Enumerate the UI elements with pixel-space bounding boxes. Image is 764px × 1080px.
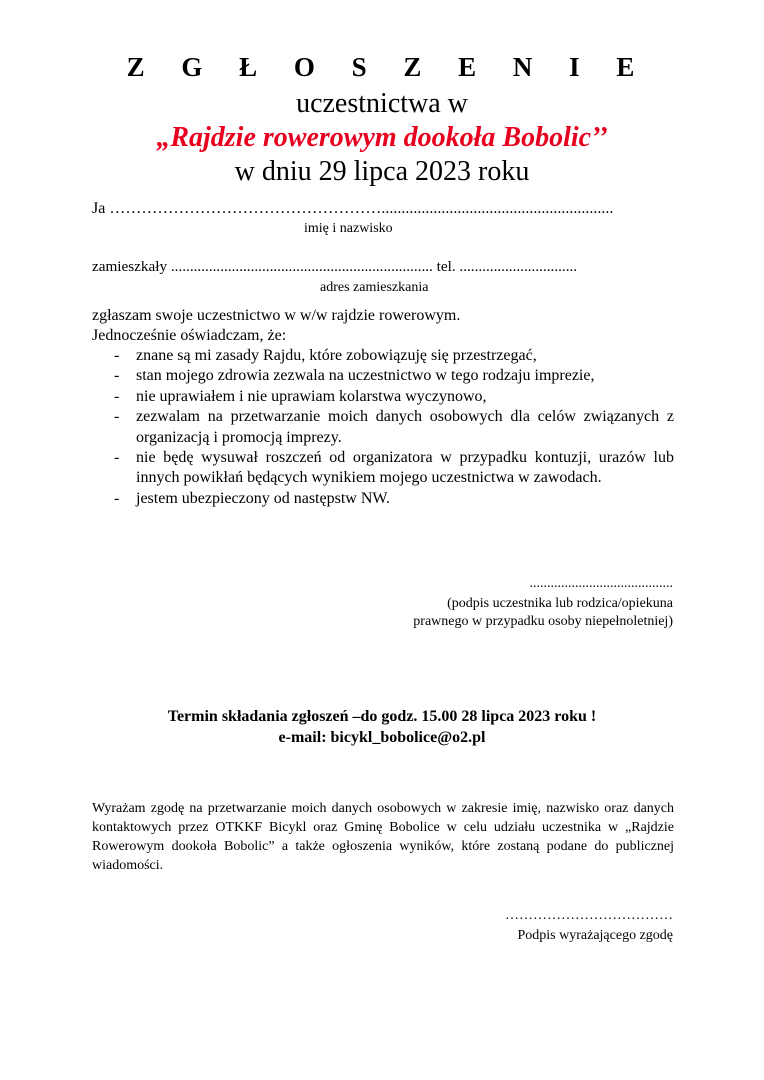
statement-text: zezwalam na przetwarzanie moich danych osobowych dla celów związanych z organizacją i promocją imprezy.	[136, 408, 674, 446]
statement-text: nie będę wysuwał roszczeń od organizatora w przypadku kontuzji, urazów lub innych powikłań będących wynikiem mojego uczestnictwa w zawodach.	[136, 449, 674, 487]
consent-signature-caption: Podpis wyrażającego zgodę	[517, 928, 673, 943]
event-name: „Rajdzie rowerowym dookoła Bobolic’’	[156, 122, 608, 153]
bullet-dash: -	[114, 408, 120, 426]
consent-paragraph: Wyrażam zgodę na przetwarzanie moich danych osobowych w zakresie imię, nazwisko oraz danych kontaktowych przez OTKKF Bicykl oraz Gminę Bobolice w celu udziału uczestnika w „Rajdzie Rowerowym dookoła Bobolic” a także ogłoszenia wyników, które zostaną podane do publicznej wiadomości.	[92, 801, 674, 873]
bullet-dash: -	[114, 347, 120, 364]
statement-list	[92, 346, 674, 509]
contact-email[interactable]: e-mail: bicykl_bobolice@o2.pl	[278, 729, 486, 746]
bullet-dash: -	[114, 387, 120, 405]
statement-text: znane są mi zasady Rajdu, które zobowiązuję się przestrzegać,	[136, 347, 537, 364]
name-field-line[interactable]: Ja ……………………………………………..........................................................	[92, 200, 614, 217]
statement-item	[92, 387, 674, 407]
statement-item	[92, 489, 674, 509]
statement-item	[92, 407, 674, 448]
consent-signature-dots[interactable]: ………………………………	[505, 908, 673, 923]
declaration-line-2: Jednocześnie oświadczam, że:	[92, 327, 287, 344]
participant-signature-caption-2: prawnego w przypadku osoby niepełnoletniej)	[413, 614, 673, 629]
bullet-dash: -	[114, 489, 120, 507]
statement-item	[92, 366, 674, 386]
statement-text: nie uprawiałem i nie uprawiam kolarstwa wyczynowo,	[136, 387, 487, 405]
declaration-line-1: zgłaszam swoje uczestnictwo w w/w rajdzie rowerowym.	[92, 307, 461, 324]
name-field-caption: imię i nazwisko	[304, 221, 393, 236]
bullet-dash: -	[114, 449, 120, 467]
bullet-dash: -	[114, 367, 120, 385]
event-date: w dniu 29 lipca 2023 roku	[234, 156, 530, 187]
statement-text: jestem ubezpieczony od następstw NW.	[136, 489, 391, 507]
address-field-caption: adres zamieszkania	[320, 280, 429, 295]
document-title: Z G Ł O S Z E N I E	[126, 52, 650, 82]
address-field-line[interactable]: zamieszkały ..................................................................... tel. ...............................	[92, 258, 578, 275]
participant-signature-dots[interactable]: .........................................	[529, 576, 673, 591]
statement-text: stan mojego zdrowia zezwala na uczestnictwo w tego rodzaju imprezie,	[136, 367, 595, 385]
document-subtitle: uczestnictwa w	[296, 88, 468, 119]
participant-signature-caption-1: (podpis uczestnika lub rodzica/opiekuna	[447, 596, 673, 611]
statement-item	[92, 448, 674, 489]
deadline-notice: Termin składania zgłoszeń –do godz. 15.00 28 lipca 2023 roku !	[167, 708, 597, 725]
statement-item	[92, 346, 674, 366]
